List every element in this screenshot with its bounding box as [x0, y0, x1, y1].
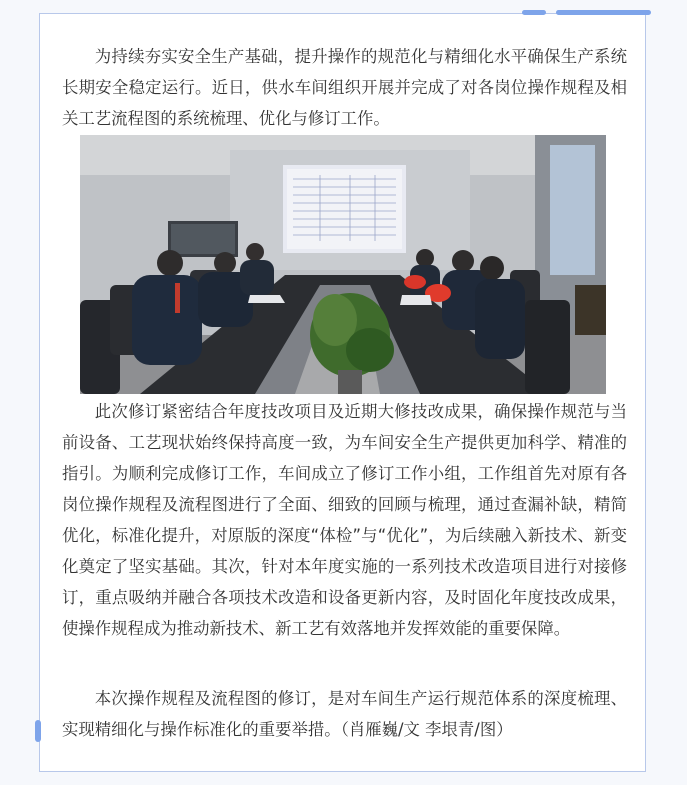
article-paragraph-1: 为持续夯实安全生产基础，提升操作的规范化与精细化水平确保生产系统长期安全稳定运行。近日，供水车间组织开展并完成了对各岗位操作规程及相关工艺流程图的系统梳理、优化与修订工作。 — [62, 47, 627, 128]
frame-decoration-left — [35, 720, 41, 742]
article-paragraph-3: 本次操作规程及流程图的修订，是对车间生产运行规范体系的深度梳理、实现精细化与操作标准化的重要举措。（肖雁巍/文 李垠青/图） — [62, 689, 627, 739]
frame-decoration-short — [522, 10, 546, 15]
frame-decoration-long — [556, 10, 651, 15]
meeting-photo-illustration — [80, 135, 606, 394]
article-paragraph-2: 此次修订紧密结合年度技改项目及近期大修技改成果，确保操作规范与当前设备、工艺现状始终保持高度一致，为车间安全生产提供更加科学、精准的指引。为顺利完成修订工作，车间成立了修订工作小组，工作组首先对原有各岗位操作规程及流程图进行了全面、细致的回顾与梳理，通过查漏补缺，精简优化，标准化提升，对原版的深度“体检”与“优化”，为后续融入新技术、新变化奠定了坚实基础。其次，针对本年度实施的一系列技术改造项目进行对接修订，重点吸纳并融合各项技术改造和设备更新内容，及时固化年度技改成果，使操作规程成为推动新技术、新工艺有效落地并发挥效能的重要保障。 — [62, 402, 627, 638]
meeting-room-photo — [80, 135, 606, 394]
